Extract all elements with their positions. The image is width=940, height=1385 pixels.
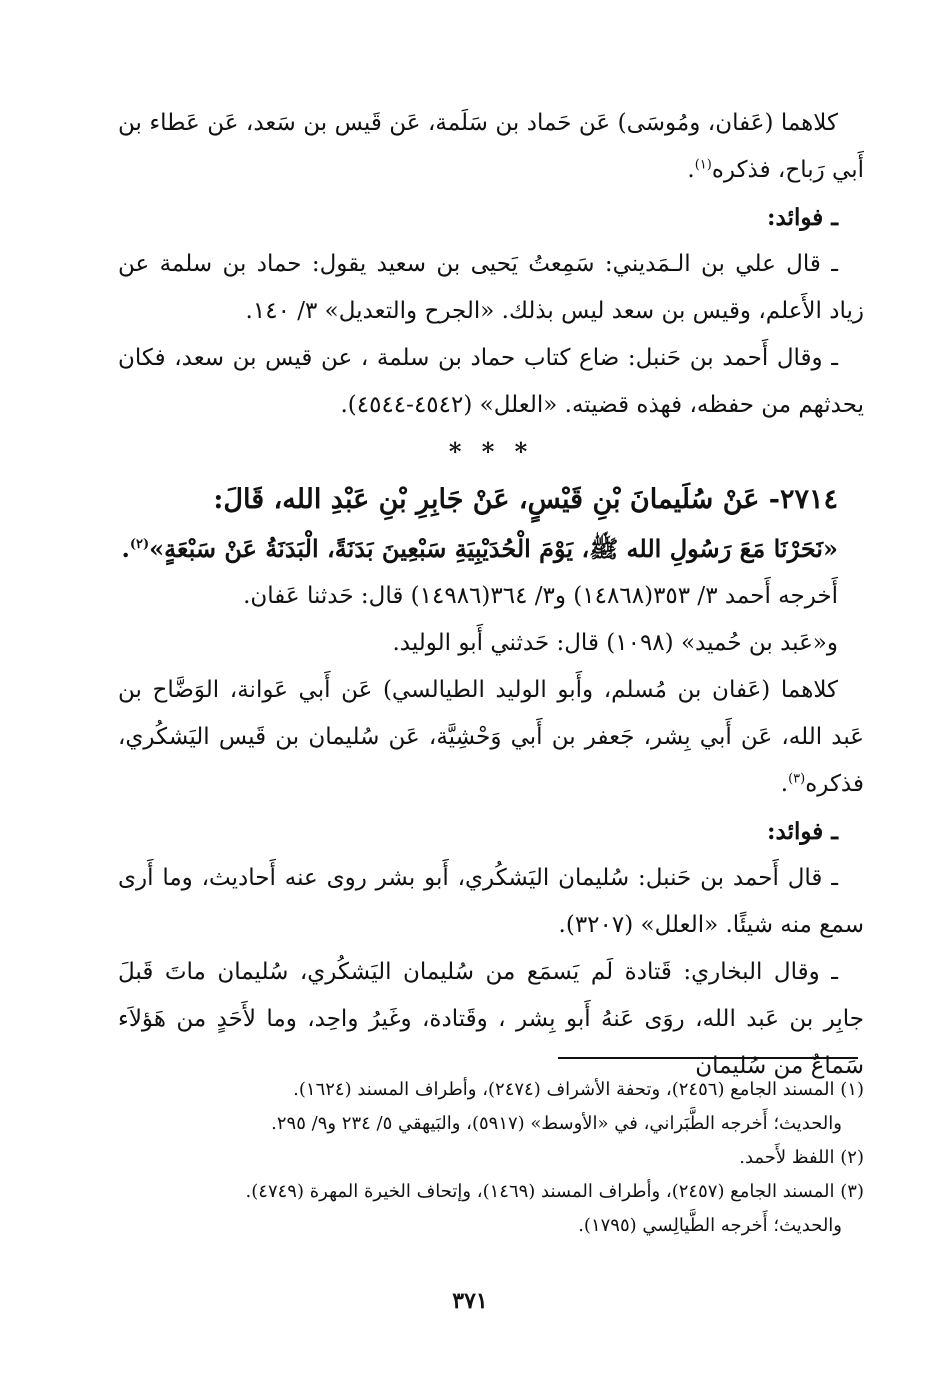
paragraph-takhrij-ahmad: أَخرجه أَحمد ٣/ ٣٥٣(١٤٨٦٨) و٣/ ٣٦٤(١٤٩٨٦) قال: حَدثنا عَفان. — [243, 583, 838, 609]
paragraph-chain-2 — [118, 667, 864, 808]
fawaid-heading-1: ـ فوائد: — [767, 204, 838, 231]
paragraph-chain-1-text: كلاهما (عَفان، ومُوسَى) عَن حَماد بن سَلَمة، عَن قَيس بن سَعد، عَن عَطاء بن أَبي رَباح، فذكره — [118, 110, 864, 183]
footnote-2: (٢) اللفظ لأَحمد. — [739, 1147, 864, 1168]
hadith-end-mark: . — [121, 534, 130, 563]
hadith-text — [118, 525, 864, 573]
footnote-ref-2[interactable]: (٢) — [129, 537, 150, 552]
hadith-title: ٢٧١٤- عَنْ سُلَيمانَ بْنِ قَيْسٍ، عَنْ جَابِرِ بْنِ عَبْدِ الله، قَالَ: — [213, 484, 838, 515]
paragraph-end-mark: . — [687, 157, 695, 183]
footnote-1: (١) المسند الجامع (٢٤٥٦)، وتحفة الأشراف (٢٤٧٤)، وأطراف المسند (١٦٢٤). — [293, 1079, 864, 1100]
section-separator: * * * — [448, 437, 534, 466]
paragraph-bukhari: ـ وقال البخاري: قَتادة لَم يَسمَع من سُليمان اليَشكُري، سُليمان ماتَ قَبلَ جابِر بن عَبد الله، روَى عَنهُ أَبو بِشر ، وقَتادة، وغَيرُ واحِد، وما لأَحَدٍ من هَؤلاَء سَماعٌ من سُليمان — [118, 959, 864, 1079]
footnote-1-continuation: والحديث؛ أَخرجه الطَّبَراني، في «الأوسط» (٥٩١٧)، والبَيهقي ٥/ ٢٣٤ و٩/ ٢٩٥. — [271, 1113, 842, 1134]
page-body — [118, 100, 864, 1090]
fawaid-heading-2: ـ فوائد: — [767, 818, 838, 845]
footnotes — [150, 1073, 864, 1243]
footnote-3-continuation: والحديث؛ أَخرجه الطَّيالِسي (١٧٩٥). — [578, 1215, 842, 1236]
footnote-3: (٣) المسند الجامع (٢٤٥٧)، وأطراف المسند (١٤٦٩)، وإتحاف الخيرة المهرة (٤٧٤٩). — [245, 1181, 864, 1202]
paragraph-chain-2-text: كلاهما (عَفان بن مُسلم، وأَبو الوليد الطيالسي) عَن أَبي عَوانة، الوَضَّاح بن عَبد الله، عَن أَبي بِشر، جَعفر بن أَبي وَحْشِيَّة، عَن سُليمان بن قَيس اليَشكُري، فذكره — [118, 677, 864, 797]
paragraph-takhrij-abd: و«عَبد بن حُميد» (١٠٩٨) قال: حَدثني أَبو الوليد. — [392, 630, 838, 656]
paragraph-ibn-madini: ـ قال علي بن الـمَديني: سَمِعتُ يَحيى بن سعيد يقول: حماد بن سلمة عن زياد الأَعلم، وقيس بن سعد ليس بذلك. «الجرح والتعديل» ٣/ ١٤٠. — [118, 251, 864, 324]
paragraph-ahmad-2: ـ قال أَحمد بن حَنبل: سُليمان اليَشكُري، أَبو بشر روى عنه أَحاديث، وما أَرى سمع منه شيئًا. «العلل» (٣٢٠٧). — [118, 865, 864, 938]
paragraph-end-mark-2: . — [780, 771, 789, 797]
page-number: ٣٧١ — [452, 1288, 488, 1314]
footnote-ref-1[interactable]: (١) — [694, 157, 712, 173]
paragraph-ahmad-1: ـ وقال أَحمد بن حَنبل: ضاع كتاب حماد بن سلمة ، عن قيس بن سعد، فكان يحدثهم من حفظه، فهذه قضيته. «العلل» (٤٥٤٢-٤٥٤٤). — [118, 345, 864, 418]
footnote-divider — [558, 1057, 858, 1059]
hadith-text-body: «نَحَرْنَا مَعَ رَسُولِ الله ﷺ، يَوْمَ الْحُدَيْبِيَةِ سَبْعِينَ بَدَنَةً، الْبَدَنَةُ عَنْ سَبْعَةٍ» — [149, 534, 838, 563]
footnote-ref-3[interactable]: (٣) — [788, 771, 806, 787]
paragraph-chain-1 — [118, 100, 864, 194]
